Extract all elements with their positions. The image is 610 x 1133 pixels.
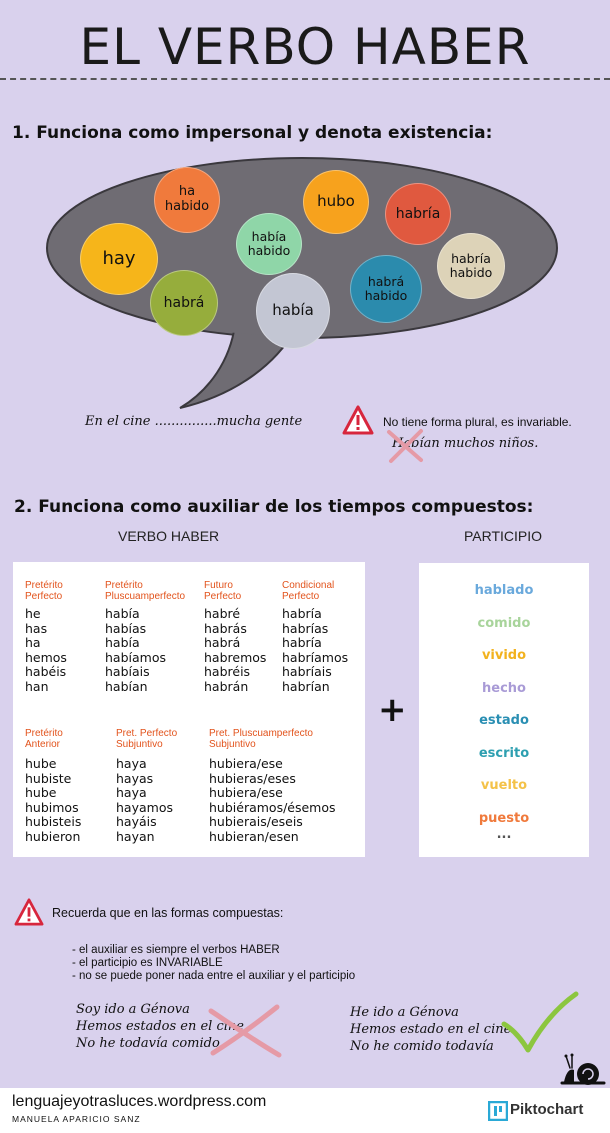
conjugated-form: habríais xyxy=(282,664,332,680)
bubble-había xyxy=(256,273,330,349)
reminder-point: - el auxiliar es siempre el verbos HABER xyxy=(72,944,280,956)
bubble-label-text: habrá habido xyxy=(364,273,408,303)
conjugation-column xyxy=(209,757,336,845)
bubble-label-text: había habido xyxy=(247,228,291,258)
conjugation-column xyxy=(116,757,173,845)
conjugation-panel xyxy=(13,562,365,857)
piktochart-brand: Piktochart xyxy=(510,1101,584,1118)
conjugation-column xyxy=(204,607,266,695)
conjugated-form: hayas xyxy=(116,770,154,786)
conjugated-form: hube xyxy=(25,785,57,801)
conjugated-form: habían xyxy=(105,678,148,694)
reminder-point: - no se puede poner nada entre el auxiliar y el participio xyxy=(72,970,356,982)
big-cross-mark-icon xyxy=(205,1003,285,1059)
conjugated-form: hubimos xyxy=(25,799,79,815)
participle-panel xyxy=(419,563,589,857)
wrong-example-line: No he todavía comido xyxy=(76,1036,220,1051)
conjugated-form: habrá xyxy=(204,635,241,651)
footer-author: MANUELA APARICIO SANZ xyxy=(12,1114,141,1124)
conjugated-form: habría xyxy=(282,635,322,651)
participle-item: vuelto xyxy=(480,778,528,793)
section1-heading: 1. Funciona como impersonal y denota existencia: xyxy=(12,123,493,143)
bubble-label-text: hay xyxy=(102,247,136,269)
conjugated-form: he xyxy=(25,606,41,621)
cross-mark-icon xyxy=(385,428,425,464)
conjugated-form: hayáis xyxy=(116,814,157,830)
correct-example-line: No he comido todavía xyxy=(350,1039,494,1054)
bubble-label-text: hubo xyxy=(317,192,355,211)
snail-icon xyxy=(558,1052,606,1088)
conjugation-column xyxy=(25,607,67,695)
conjugation-column xyxy=(105,607,166,695)
piktochart-logo-icon xyxy=(488,1101,508,1121)
conjugated-form: hayamos xyxy=(116,799,173,815)
conjugation-column xyxy=(282,607,348,695)
conjugated-form: habremos xyxy=(204,649,267,665)
check-mark-icon xyxy=(500,990,580,1056)
conjugated-form: habrás xyxy=(204,620,247,636)
reminder-heading: Recuerda que en las formas compuestas: xyxy=(52,906,284,920)
tense-heading: Futuro Perfecto xyxy=(204,580,242,602)
conjugated-form: hubiéramos/ésemos xyxy=(209,799,336,815)
conjugated-form: hubierais/eseis xyxy=(209,814,303,830)
conjugated-form: hubiera/ese xyxy=(209,756,283,771)
correct-example-line: Hemos estado en el cine xyxy=(350,1022,512,1037)
bubble-label-text: había xyxy=(272,301,314,320)
conjugated-form: hubisteis xyxy=(25,814,82,830)
bubble-habrá xyxy=(150,270,218,336)
footer-site[interactable]: lenguajeyotrasluces.wordpress.com xyxy=(12,1093,267,1110)
conjugated-form: había xyxy=(105,606,140,621)
verbo-haber-title: VERBO HABER xyxy=(118,528,220,544)
tense-heading: Pret. Pluscuamperfecto Subjuntivo xyxy=(209,728,313,750)
conjugated-form: hubiste xyxy=(25,770,72,786)
page-title: EL VERBO HABER xyxy=(79,18,531,76)
participle-item: vivido xyxy=(481,648,527,663)
bubble-había-habido xyxy=(236,213,302,275)
warning-icon xyxy=(342,405,374,435)
conjugated-form: hemos xyxy=(25,649,67,665)
participle-item: comido xyxy=(477,615,531,631)
conjugated-form: habría xyxy=(282,606,322,621)
participio-title: PARTICIPIO xyxy=(464,528,543,544)
reminder-point: - el participio es INVARIABLE xyxy=(72,957,223,969)
correct-example-line: He ido a Génova xyxy=(350,1005,459,1020)
conjugated-form: hubieron xyxy=(25,828,81,844)
conjugated-form: habéis xyxy=(25,664,67,680)
bubble-label-text: habría habido xyxy=(449,250,493,280)
conjugated-form: han xyxy=(25,678,49,694)
conjugated-form: habré xyxy=(204,606,241,621)
plus-sign: + xyxy=(378,690,407,730)
participle-item: puesto xyxy=(478,810,530,826)
bubble-habría-habido xyxy=(437,233,505,299)
bubble-habría xyxy=(385,183,451,245)
bubble-ha-habido xyxy=(154,167,220,233)
bubble-hubo xyxy=(303,170,369,234)
conjugated-form: habrías xyxy=(282,620,329,636)
participle-item: ... xyxy=(496,827,512,842)
conjugated-form: habías xyxy=(105,620,147,636)
conjugation-column xyxy=(25,757,81,845)
conjugated-form: hubieran/esen xyxy=(209,828,299,844)
reminder-warning-icon xyxy=(14,898,44,926)
wrong-example-line: Soy ido a Génova xyxy=(76,1002,190,1017)
bubble-label-text: habrá xyxy=(163,294,205,311)
conjugated-form: hayan xyxy=(116,828,155,844)
conjugated-form: hubiera/ese xyxy=(209,785,283,801)
tense-heading: Pretérito Perfecto xyxy=(25,580,63,602)
participle-item: escrito xyxy=(478,745,530,761)
reminder-points xyxy=(72,944,355,983)
conjugated-form: has xyxy=(25,620,48,636)
conjugated-form: habrán xyxy=(204,678,249,694)
bubble-label-text: ha habido xyxy=(164,184,210,214)
bubble-label-text: habría xyxy=(395,205,441,222)
title-divider xyxy=(0,78,610,80)
conjugated-form: habíais xyxy=(105,664,150,680)
tense-heading: Condicional Perfecto xyxy=(282,580,335,602)
bubble-habrá-habido xyxy=(350,255,422,323)
conjugated-form: habríamos xyxy=(282,649,349,665)
plural-warning-note: No tiene forma plural, es invariable. xyxy=(383,415,572,429)
participle-item: hecho xyxy=(482,680,526,696)
participle-item: estado xyxy=(479,713,529,728)
bubble-hay xyxy=(80,223,158,295)
participle-item: hablado xyxy=(474,583,534,598)
conjugated-form: habrían xyxy=(282,678,330,694)
wrong-plural-example: Habían muchos niños. xyxy=(392,436,539,451)
conjugated-form: haya xyxy=(116,785,147,801)
impersonal-example: En el cine ...............mucha gente xyxy=(85,414,303,429)
wrong-example-line: Hemos estados en el cine xyxy=(76,1019,244,1034)
tense-heading: Pretérito Pluscuamperfecto xyxy=(105,580,186,602)
conjugated-form: hubieras/eses xyxy=(209,770,296,786)
conjugated-form: ha xyxy=(25,635,41,651)
footer xyxy=(0,1088,610,1133)
conjugated-form: habíamos xyxy=(105,649,166,665)
conjugated-form: habréis xyxy=(204,664,251,680)
section2-heading: 2. Funciona como auxiliar de los tiempos compuestos: xyxy=(14,497,534,517)
conjugated-form: haya xyxy=(116,756,147,771)
correct-examples xyxy=(350,1004,511,1055)
tense-heading: Pretérito Anterior xyxy=(25,728,63,750)
tense-heading: Pret. Perfecto Subjuntivo xyxy=(116,728,178,750)
conjugated-form: había xyxy=(105,635,140,651)
conjugated-form: hube xyxy=(25,756,57,771)
